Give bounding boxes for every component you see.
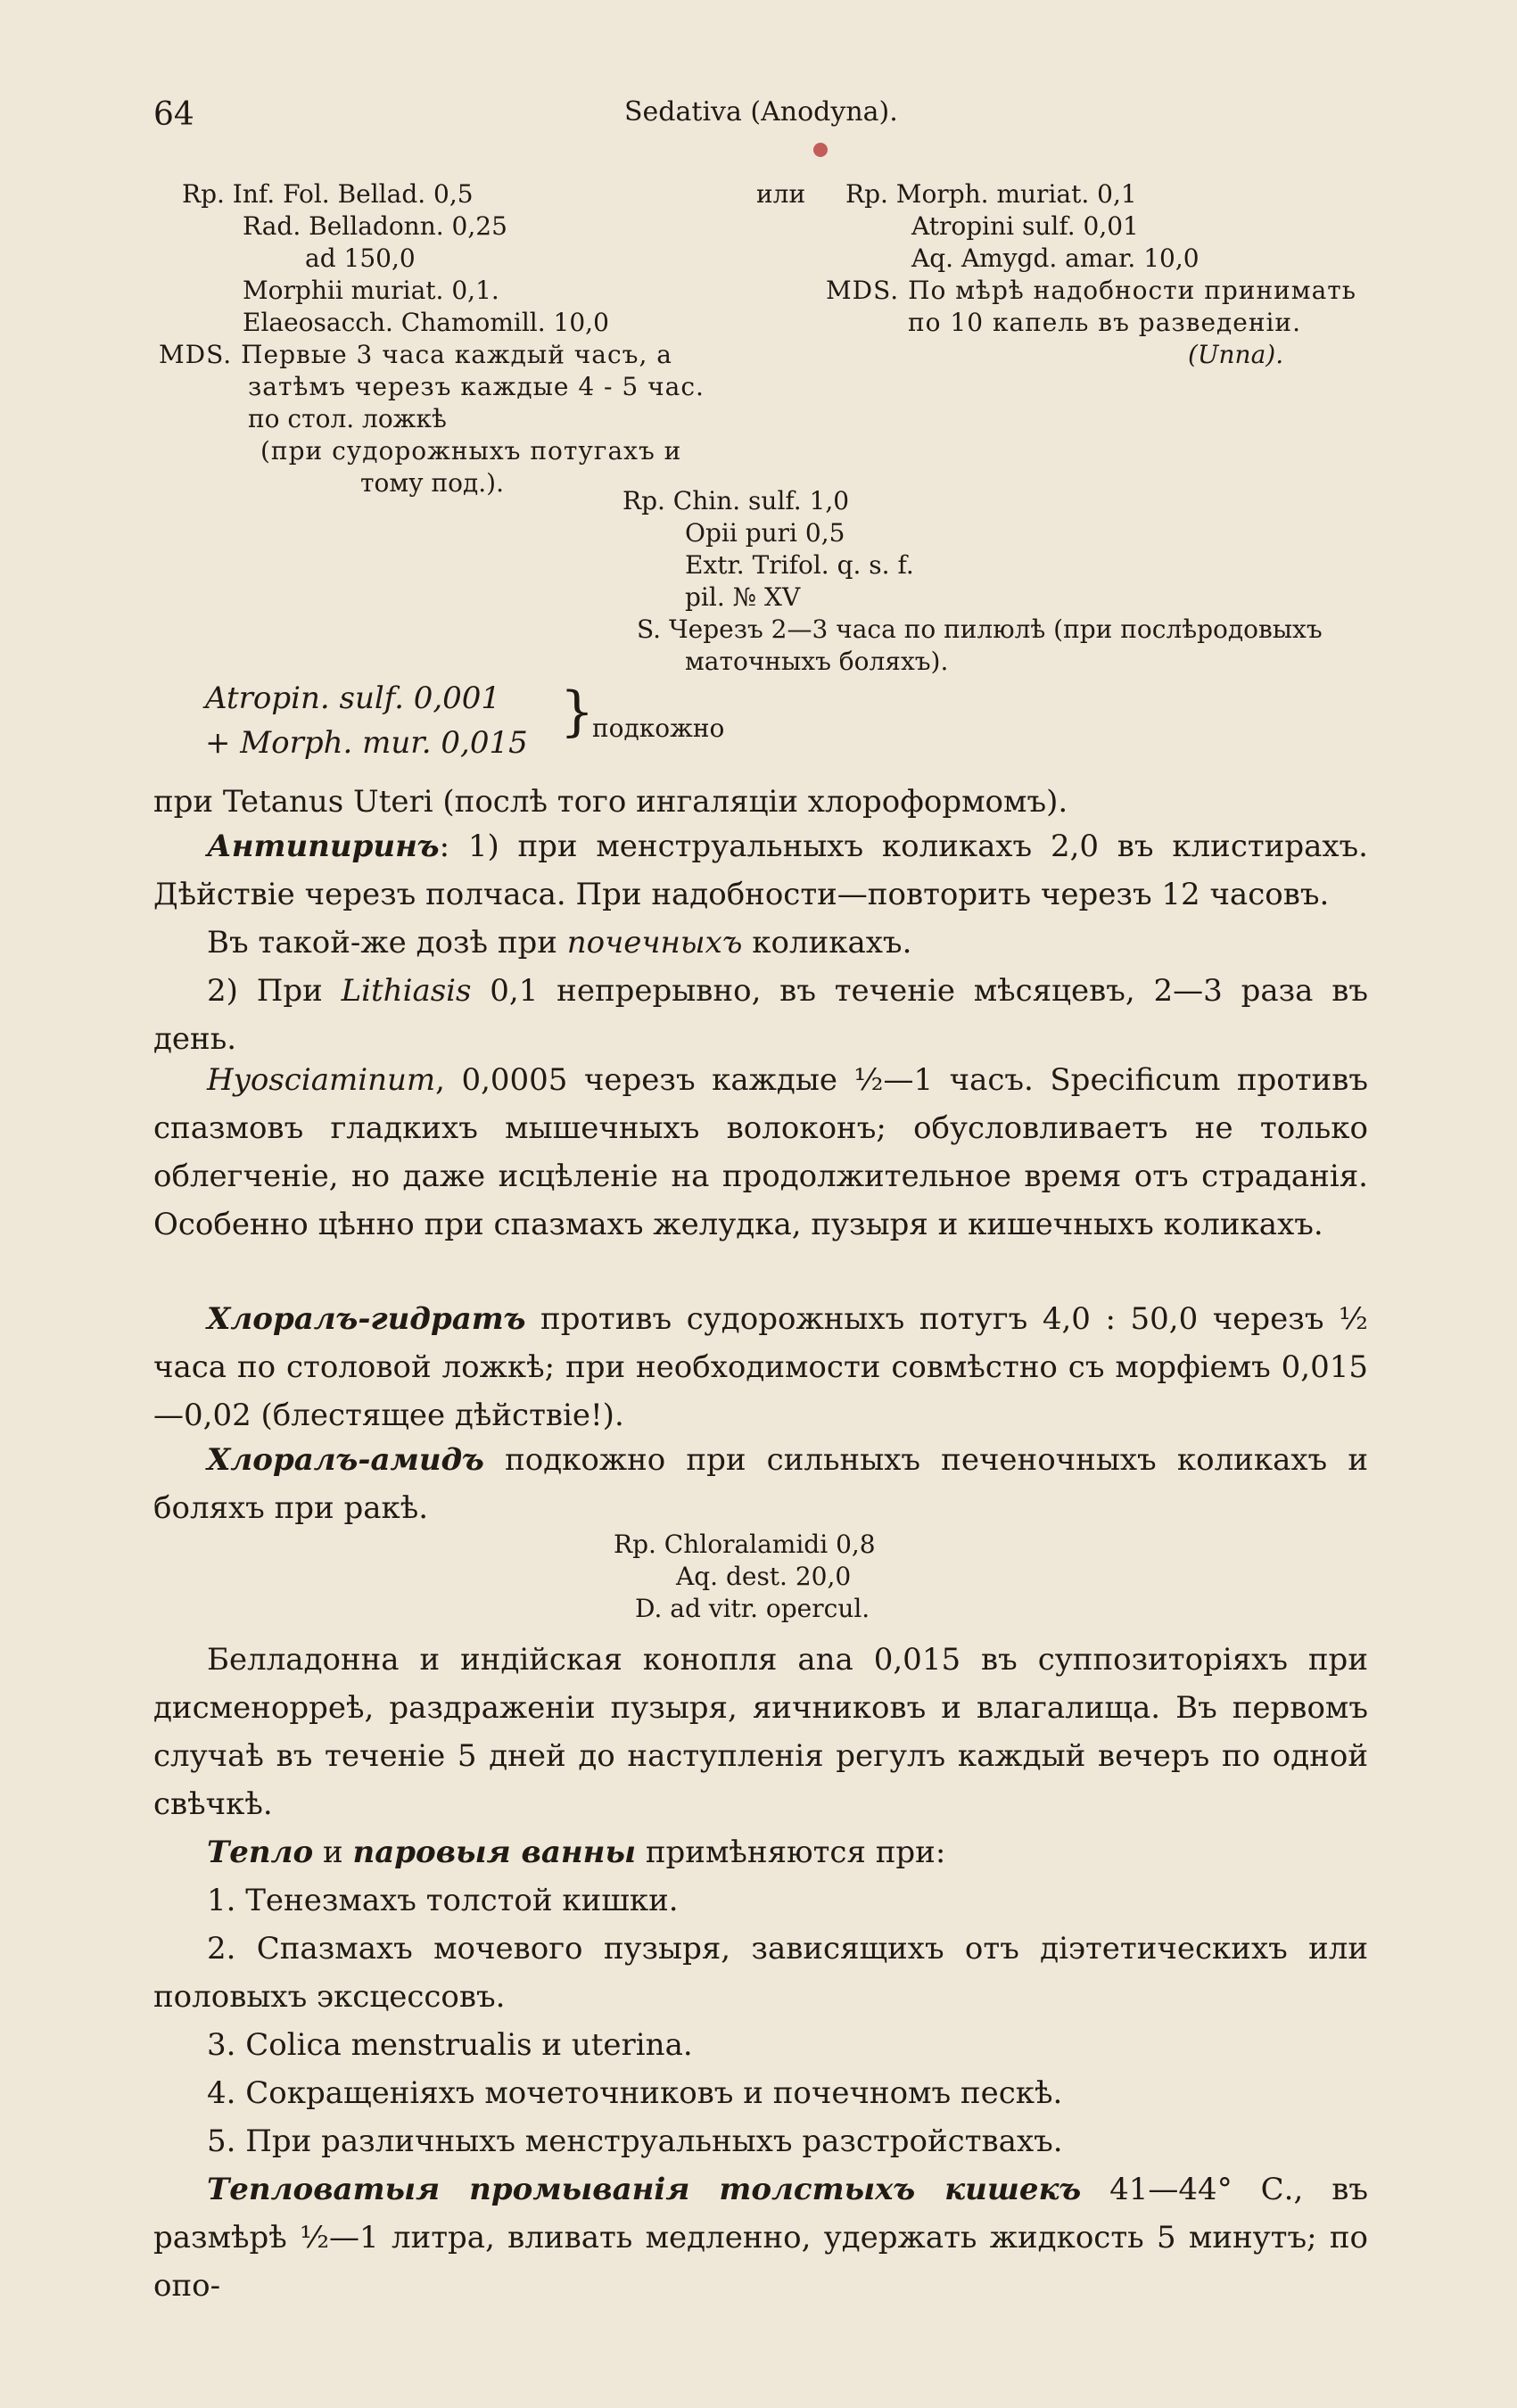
list-item [153, 1876, 1368, 1925]
rx-line: Rp. Morph. muriat. 0,1 [845, 179, 1137, 209]
rx-line: S. Черезъ 2—3 часа по пилюлѣ (при послѣродовыхъ [637, 614, 1323, 644]
atropin-route: подкожно [592, 713, 725, 743]
paragraph-chloral-hydrate [153, 1295, 1368, 1439]
list-item-text: 1. Тенезмахъ толстой кишки. [207, 1883, 679, 1918]
rx-center [622, 485, 1323, 678]
rx-right [826, 178, 1356, 371]
paragraph-hyoscyamine [153, 1056, 1368, 1249]
rx-line: Rad. Belladonn. 0,25 [243, 211, 507, 241]
list-item-text: 5. При различныхъ менструальныхъ разстройствахъ. [207, 2123, 1063, 2159]
belladonna-text: Белладонна и индійская конопля ana 0,015 въ суппозиторіяхъ при дисменорреѣ, раздраженіи пузыря, яичниковъ и влагалища. Въ первомъ случаѣ въ теченіе 5 дней до наступленія регулъ каждый вечеръ по одной свѣчкѣ. [153, 1642, 1368, 1822]
rx-line: Rp. Inf. Fol. Bellad. 0,5 [182, 179, 474, 209]
heat-text: примѣняются при: [636, 1835, 946, 1870]
term-steam-baths: паровыя ванны [352, 1835, 637, 1870]
list-item-text: 2. Спазмахъ мочевого пузыря, зависящихъ отъ діэтетическихъ или половыхъ эксцессовъ. [153, 1931, 1368, 2015]
running-head: Sedativa (Anodyna). [624, 96, 898, 128]
list-item [153, 2117, 1368, 2165]
term-chloral-hydrate: Хлоралъ-гидратъ [207, 1301, 526, 1337]
paragraph-antipyrin [153, 822, 1368, 919]
list-item-text: 4. Сокращеніяхъ мочеточниковъ и почечномъ пескѣ. [207, 2075, 1063, 2111]
antipyrin-text: : 1) при менструальныхъ коликахъ 2,0 въ клистирахъ. Дѣйствіе черезъ полчаса. При надобности—повторить черезъ 12 часовъ. [153, 829, 1368, 912]
term-warm-enema: Тепловатыя промыванія толстыхъ кишекъ [207, 2172, 1082, 2207]
rx-line: по 10 капель въ разведеніи. [908, 308, 1301, 337]
rx-line: Extr. Trifol. q. s. f. [685, 550, 914, 580]
atropin-line-1: Atropin. sulf. 0,001 [205, 680, 501, 716]
term-hyoscyamine: Hyosciaminum [207, 1062, 436, 1098]
rx-line: (Unna). [1188, 340, 1284, 369]
rx-line: D. ad vitr. opercul. [635, 1594, 870, 1623]
list-item-text: 3. Colica menstrualis и uterina. [207, 2027, 693, 2063]
ink-mark [813, 143, 828, 157]
rx-line: MDS. Первые 3 часа каждый часъ, а [159, 340, 672, 369]
rx-line: затѣмъ черезъ каждые 4 - 5 час. [248, 372, 705, 401]
list-item [153, 1925, 1368, 2021]
paragraph-same-dose [153, 919, 1368, 967]
rx-line: Aq. dest. 20,0 [676, 1562, 852, 1591]
hyoscyamine-text: , 0,0005 черезъ каждые ½—1 часъ. Specificum противъ спазмовъ гладкихъ мышечныхъ волоконъ; обусловливаетъ не только облегченіе, но даже исцѣленіе на продолжительное время отъ страданія. Особенно цѣнно при спазмахъ желудка, пузыря и кишечныхъ коликахъ. [153, 1062, 1368, 1242]
paragraph-chloral-amide [153, 1436, 1368, 1532]
atropin-indication: при Tetanus Uteri (послѣ того ингаляціи хлороформомъ). [153, 784, 1068, 820]
rx-line: ad 150,0 [305, 243, 416, 273]
rx-line: тому под.). [360, 468, 504, 498]
same-dose-end: коликахъ. [742, 925, 912, 961]
rx-line: маточныхъ боляхъ). [685, 647, 949, 676]
chloral-amide-text: подкожно при сильныхъ печеночныхъ коликахъ и боляхъ при ракѣ. [153, 1442, 1368, 1526]
paragraph-belladonna [153, 1636, 1368, 1828]
rx-line: (при судорожныхъ потугахъ и [260, 436, 682, 466]
list-item [153, 2021, 1368, 2069]
chloral-hydrate-text: противъ судорожныхъ потугъ 4,0 : 50,0 черезъ ½ часа по столовой ложкѣ; при необходимости совмѣстно съ морфіемъ 0,015—0,02 (блестящее дѣйствіе!). [153, 1301, 1368, 1433]
lithiasis-text: 2) При [207, 973, 342, 1009]
rx-or: или [756, 179, 806, 209]
rx-chloralamid [614, 1529, 876, 1625]
same-dose-term: почечныхъ [566, 925, 743, 961]
rx-line: Rp. Chloralamidi 0,8 [614, 1530, 876, 1559]
paragraph-warm-enema [153, 2165, 1368, 2310]
term-chloral-amide: Хлоралъ-амидъ [207, 1442, 484, 1478]
rx-line: Aq. Amygd. amar. 10,0 [911, 243, 1200, 273]
heat-conj: и [313, 1835, 353, 1870]
brace-mark: } [560, 680, 595, 743]
term-heat: Тепло [207, 1835, 314, 1870]
lithiasis-end: 0,1 непрерывно, въ теченіе мѣсяцевъ, 2—3 раза въ день. [153, 973, 1368, 1057]
same-dose-text: Въ такой-же дозѣ при [207, 925, 567, 961]
rx-line: по стол. ложкѣ [248, 404, 447, 433]
paragraph-heat [153, 1828, 1368, 1876]
rx-line: Atropini sulf. 0,01 [911, 211, 1139, 241]
rx-line: Opii puri 0,5 [685, 518, 845, 548]
paragraph-lithiasis [153, 967, 1368, 1063]
page-number: 64 [153, 96, 194, 133]
rx-line: Rp. Chin. sulf. 1,0 [622, 486, 850, 515]
warm-enema-text: 41—44° С., въ размѣрѣ ½—1 литра, вливать медленно, удержать жидкость 5 минутъ; по опо- [153, 2172, 1368, 2304]
atropin-line-2: + Morph. mur. 0,015 [205, 725, 528, 761]
rx-line: Elaeosacch. Chamomill. 10,0 [243, 308, 609, 337]
lithiasis-term: Lithiasis [341, 973, 472, 1009]
rx-line: MDS. По мѣрѣ надобности принимать [826, 276, 1356, 305]
rx-line: pil. № XV [685, 582, 801, 612]
rx-left [159, 178, 705, 499]
rx-line: Morphii muriat. 0,1. [243, 276, 499, 305]
term-antipyrin: Антипиринъ [207, 829, 440, 864]
list-item [153, 2069, 1368, 2117]
atropin-block [205, 676, 528, 765]
